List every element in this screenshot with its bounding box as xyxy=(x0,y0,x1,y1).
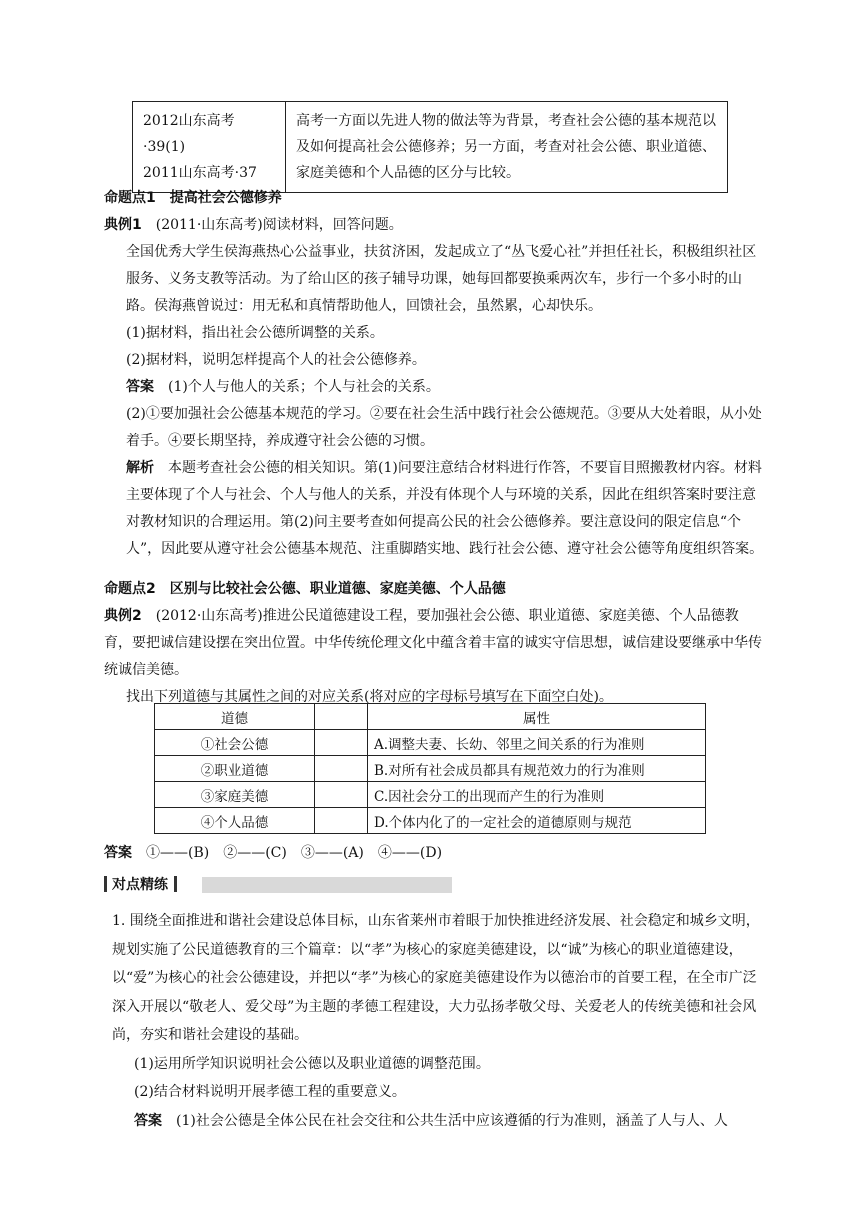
table-row xyxy=(155,808,706,834)
section-header xyxy=(104,874,448,896)
table-cell: D.个体内化了的一定社会的道德原则与规范 xyxy=(368,808,706,834)
table-cell xyxy=(315,756,368,782)
example2-text xyxy=(104,603,764,684)
section-title: 对点精练 xyxy=(112,877,168,893)
example2-instruction: 找出下列道德与其属性之间的对应关系(将对应的字母标号填写在下面空白处)。 xyxy=(126,689,613,705)
answer-label: 答案 xyxy=(134,1112,162,1129)
table-row xyxy=(133,102,728,193)
table-cell: ④个人品德 xyxy=(155,808,315,834)
example1-question-2: (2)据材料，说明怎样提高个人的社会公德修养。 xyxy=(126,352,426,368)
example1-question-1: (1)据材料，指出社会公德所调整的关系。 xyxy=(126,325,384,341)
exam-analysis-cell: 高考一方面以先进人物的做法等为背景，考查社会公德的基本规范以及如何提高社会公德修养；另一方面，考查对社会公德、职业道德、家庭美德和个人品德的区分与比较。 xyxy=(286,102,728,193)
exercise1-text: 1. 围绕全面推进和谐社会建设总体目标，山东省莱州市着眼于加快推进经济发展、社会稳定和城乡文明，规划实施了公民道德教育的三个篇章：以“孝”为核心的家庭美德建设，以“诚”为核心的职业道德建设，以“爱”为核心的社会公德建设，并把以“孝”为核心的家庭美德建设作为以德治市的首要工程，在全市广泛深入开展以“敬老人、爱父母”为主题的孝德工程建设，大力弘扬孝敬父母、关爱老人的传统美德和社会风尚，夯实和谐社会建设的基础。 xyxy=(112,913,760,1043)
section-bar-right xyxy=(174,876,177,892)
table-cell: ③家庭美德 xyxy=(155,782,315,808)
example2-body: (2012·山东高考)推进公民道德建设工程，要加强社会公德、职业道德、家庭美德、个人品德教育，要把诚信建设摆在突出位置。中华传统伦理文化中蕴含着丰富的诚实守信思想，诚信建设要继承中华传统诚信美德。 xyxy=(104,608,762,678)
answer-text: (1)个人与他人的关系；个人与社会的关系。 xyxy=(168,379,440,395)
exam-source-cell xyxy=(133,102,286,193)
exercise1-question-1: (1)运用所学知识说明社会公德以及职业道德的调整范围。 xyxy=(134,1055,490,1072)
exercise1-block xyxy=(112,907,764,1135)
exam-source-line: 2011山东高考·37 xyxy=(143,165,257,181)
column-header: 道德 xyxy=(155,704,315,730)
table-cell xyxy=(315,730,368,756)
column-header: 属性 xyxy=(368,704,706,730)
table-cell: C.因社会分工的出现而产生的行为准则 xyxy=(368,782,706,808)
topic1-block xyxy=(104,185,764,563)
answer-text: ①——(B) ②——(C) ③——(A) ④——(D) xyxy=(146,845,443,861)
section-gray-band xyxy=(202,877,452,893)
example1-answer-1 xyxy=(104,374,764,401)
example1-answer-2: (2)①要加强社会公德基本规范的学习。②要在社会生活中践行社会公德规范。③要从大处着眼，从小处着手。④要长期坚持，养成遵守社会公德的习惯。 xyxy=(126,406,762,449)
topic2-heading: 命题点2 区别与比较社会公德、职业道德、家庭美德、个人品德 xyxy=(104,581,506,597)
table-cell xyxy=(315,808,368,834)
answer-label: 答案 xyxy=(104,845,132,861)
exam-source-table xyxy=(132,101,728,193)
example1-analysis xyxy=(104,455,764,563)
table-row xyxy=(155,782,706,808)
example1-material: 全国优秀大学生侯海燕热心公益事业，扶贫济困，发起成立了“丛飞爱心社”并担任社长，积极组织社区服务、义务支教等活动。为了给山区的孩子辅导功课，她每回都要换乘两次车，步行一个多小时的山路。侯海燕曾说过：用无私和真情帮助他人，回馈社会，虽然累，心却快乐。 xyxy=(126,244,757,314)
table-cell xyxy=(315,782,368,808)
table-header-row xyxy=(155,704,706,730)
topic1-heading: 命题点1 提高社会公德修养 xyxy=(104,190,282,206)
exam-source-line: 2012山东高考·39(1) xyxy=(143,113,235,155)
example1-line xyxy=(104,212,764,239)
column-header xyxy=(315,704,368,730)
table-cell: A.调整夫妻、长幼、邻里之间关系的行为准则 xyxy=(368,730,706,756)
exercise1-answer xyxy=(112,1107,764,1136)
example1-label: 典例1 xyxy=(104,217,142,233)
morality-matching-table xyxy=(154,703,706,834)
table-cell: ①社会公德 xyxy=(155,730,315,756)
exercise1-question-2: (2)结合材料说明开展孝德工程的重要意义。 xyxy=(134,1084,406,1100)
topic2-block xyxy=(104,576,764,711)
answer-text: (1)社会公德是全体公民在社会交往和公共生活中应该遵循的行为准则，涵盖了人与人、人 xyxy=(176,1112,728,1129)
example2-label: 典例2 xyxy=(104,608,142,624)
section-bar-left xyxy=(104,876,107,892)
table-cell: B.对所有社会成员都具有规范效力的行为准则 xyxy=(368,756,706,782)
answer-label: 答案 xyxy=(126,379,154,395)
analysis-text: 本题考查社会公德的相关知识。第(1)问要注意结合材料进行作答，不要盲目照搬教材内容。材料主要体现了个人与社会、个人与他人的关系，并没有体现个人与环境的关系，因此在组织答案时要注意对教材知识的合理运用。第(2)问主要考查如何提高公民的社会公德修养。要注意设问的限定信息“个人”，因此要从遵守社会公德基本规范、注重脚踏实地、践行社会公德、遵守社会公德等角度组织答案。 xyxy=(126,460,764,557)
table-row xyxy=(155,730,706,756)
example1-intro: (2011·山东高考)阅读材料，回答问题。 xyxy=(155,217,403,233)
example2-answer xyxy=(104,840,764,867)
table-cell: ②职业道德 xyxy=(155,756,315,782)
table-row xyxy=(155,756,706,782)
analysis-label: 解析 xyxy=(126,460,154,476)
